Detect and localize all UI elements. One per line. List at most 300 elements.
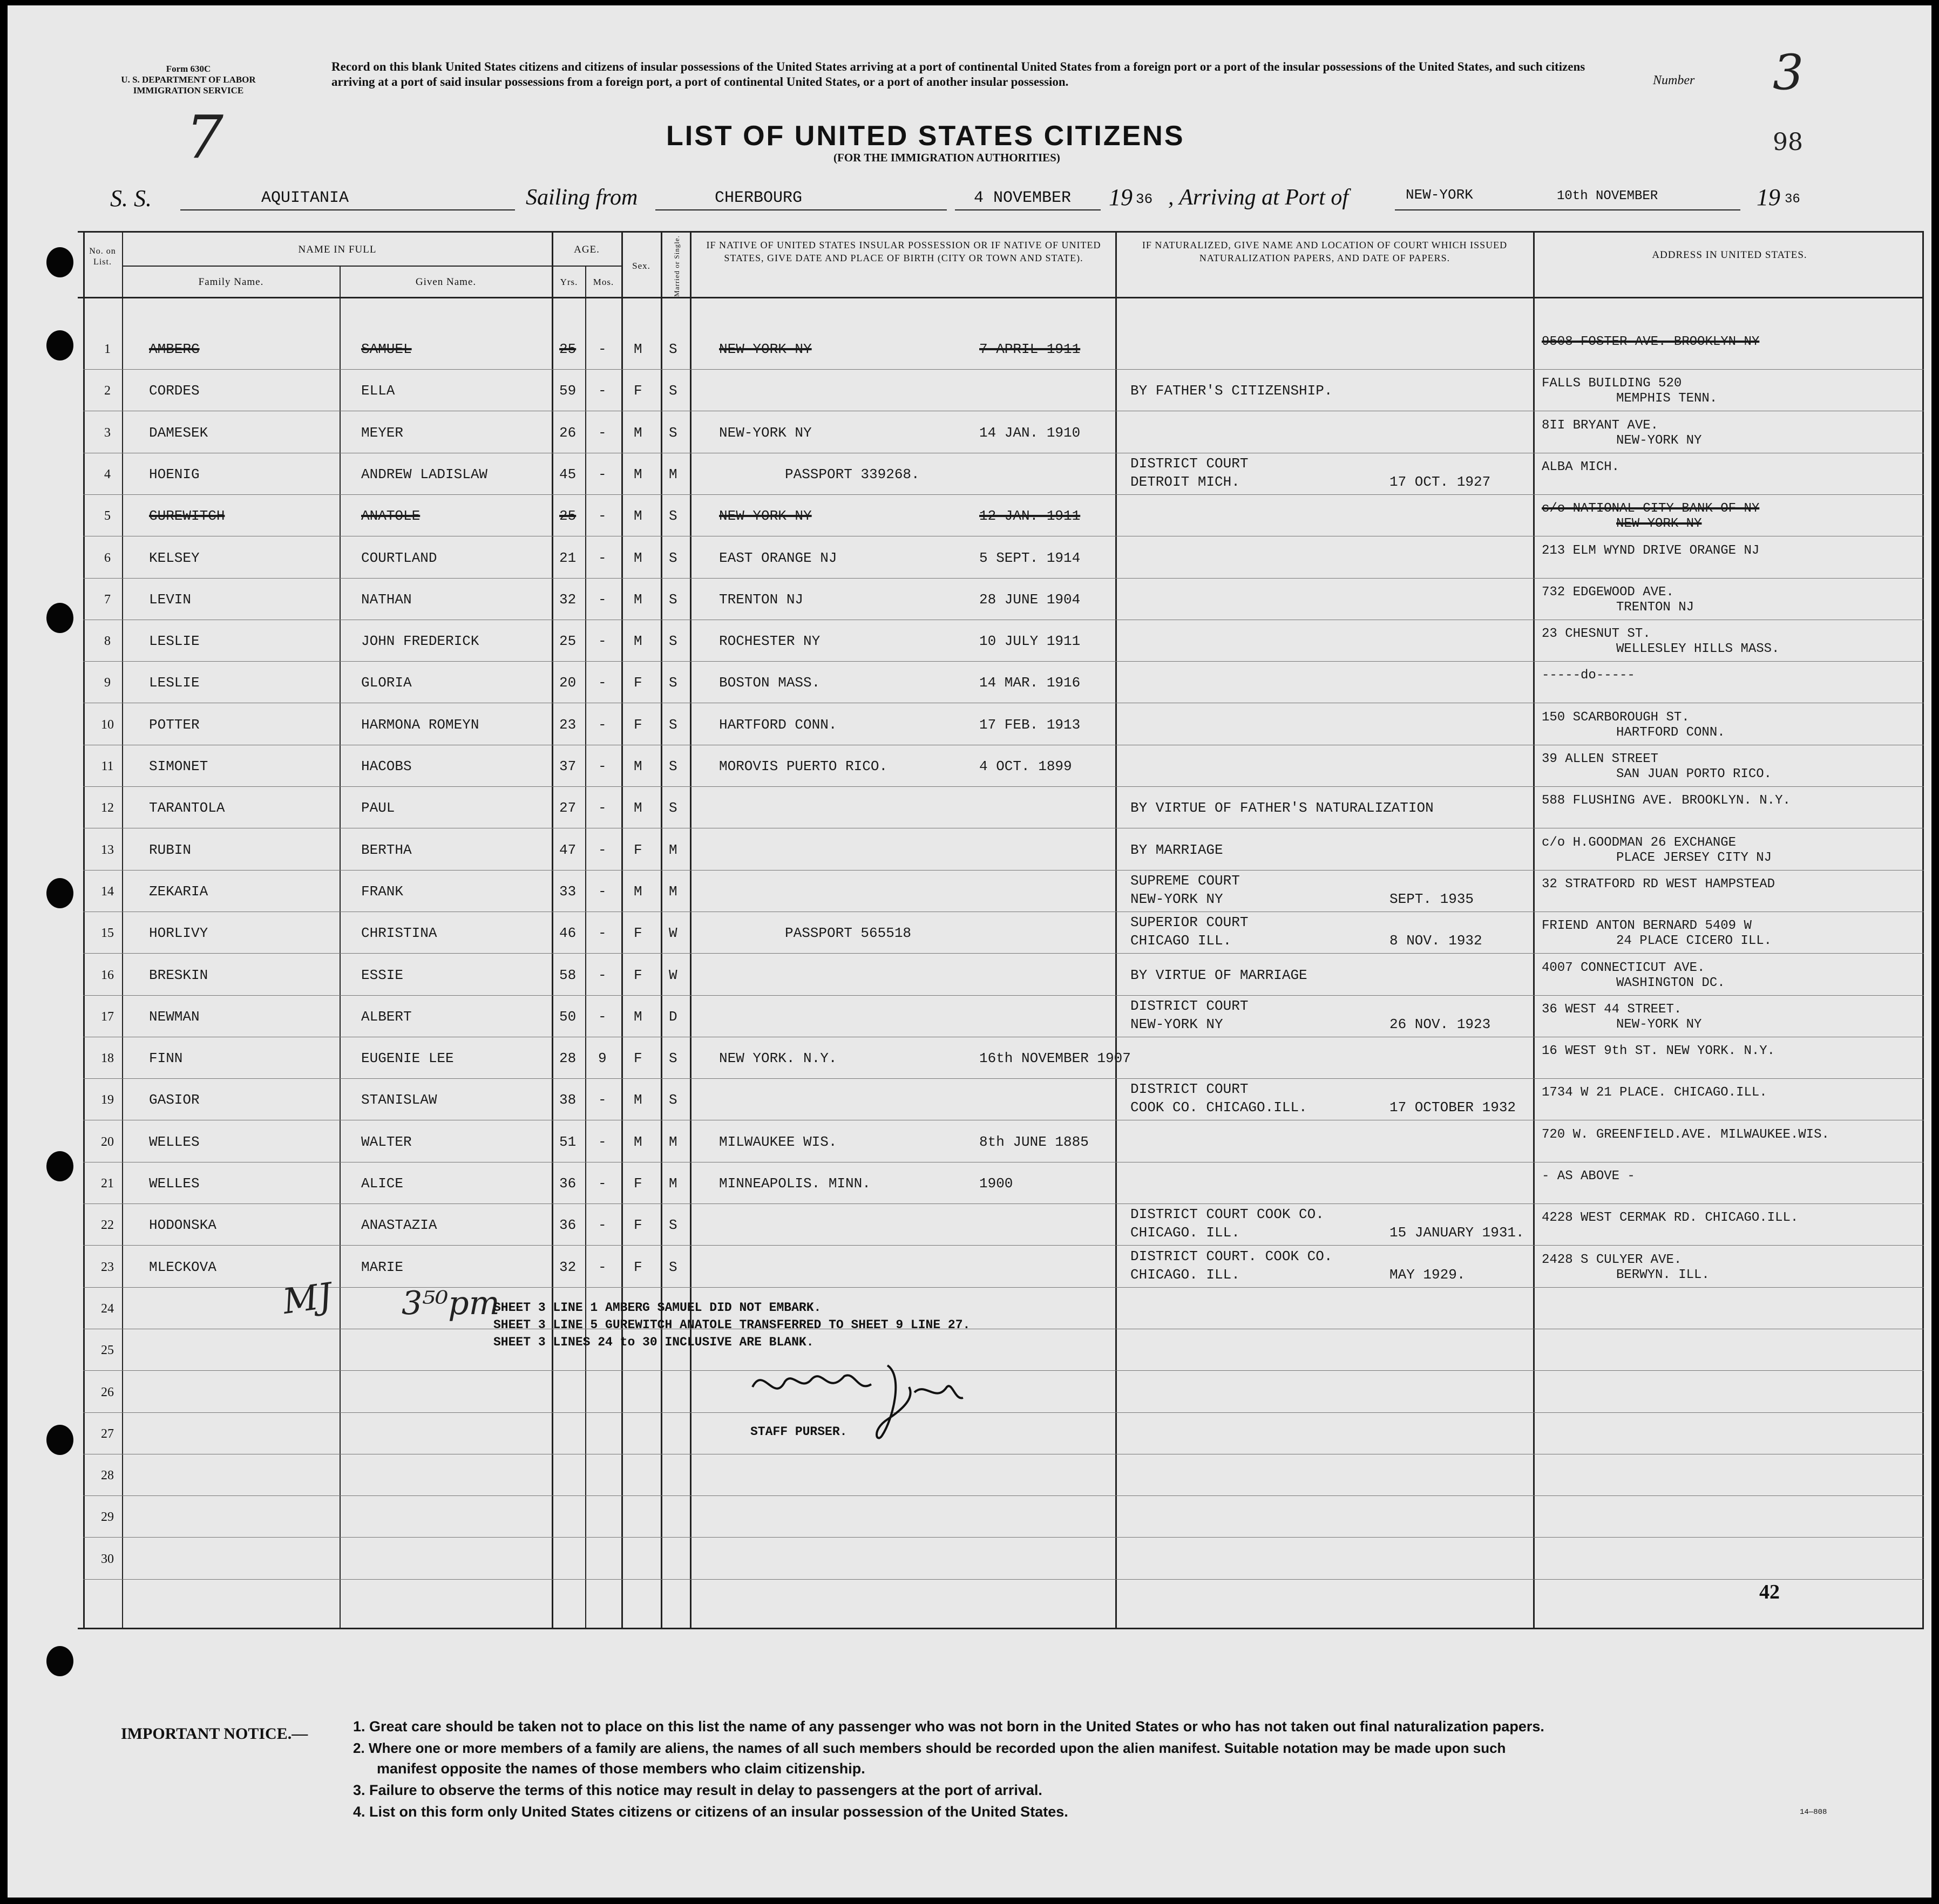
arrival-port: NEW-YORK [1406, 187, 1473, 203]
row-rule [83, 995, 1924, 996]
age-years: 26 [559, 424, 577, 441]
age-years: 32 [559, 591, 577, 608]
age-months: - [598, 466, 607, 482]
age-years: 36 [559, 1217, 577, 1234]
col-header-naturalized: IF NATURALIZED, GIVE NAME AND LOCATION OF COURT WHICH ISSUED NATURALIZATION PAPERS, AND DATE OF PAPERS. [1142, 240, 1508, 263]
naturalization-note: BY FATHER'S CITIZENSHIP. [1130, 383, 1333, 399]
address-line-2: MEMPHIS TENN. [1616, 391, 1718, 406]
family-name: RUBIN [149, 841, 192, 858]
address-line-1: - AS ABOVE - [1542, 1169, 1635, 1184]
marital-status: S [669, 549, 677, 566]
row-number: 16 [101, 968, 114, 982]
address-line-1: ALBA MICH. [1542, 459, 1620, 474]
family-name: GUREWITCH [149, 508, 225, 525]
court-location: CHICAGO. ILL. [1130, 1266, 1240, 1283]
address-line-1: 150 SCARBOROUGH ST. [1542, 710, 1690, 725]
given-name: SAMUEL [361, 341, 412, 357]
age-years: 37 [559, 758, 577, 774]
address-line-1: 732 EDGEWOOD AVE. [1542, 584, 1674, 600]
col-header-address: ADDRESS IN UNITED STATES. [1652, 249, 1807, 261]
sex: F [634, 383, 642, 399]
court-name: DISTRICT COURT [1130, 997, 1249, 1014]
sex: M [634, 341, 642, 357]
col-header-age: AGE. [574, 244, 600, 255]
sailing-date: 4 NOVEMBER [974, 189, 1072, 207]
court-location: CHICAGO ILL. [1130, 933, 1232, 949]
family-name: DAMESEK [149, 424, 208, 441]
age-months: - [598, 383, 607, 399]
row-number: 8 [104, 634, 111, 649]
ss-label: S. S. [110, 185, 152, 212]
age-years: 59 [559, 383, 577, 399]
department-name: U. S. DEPARTMENT OF LABOR [121, 74, 256, 85]
col-header-given-name: Given Name. [415, 276, 477, 288]
given-name: ANASTAZIA [361, 1217, 437, 1234]
col-header-name-in-full: NAME IN FULL [298, 244, 377, 255]
row-rule [83, 494, 1924, 495]
age-months: - [598, 716, 607, 733]
age-months: - [598, 967, 607, 983]
address-line-1: 32 STRATFORD RD WEST HAMPSTEAD [1542, 876, 1775, 892]
birth-date: 12 JAN. 1911 [979, 508, 1081, 525]
birth-date: 14 JAN. 1910 [979, 424, 1081, 441]
address-line-1: c/o H.GOODMAN 26 EXCHANGE [1542, 835, 1737, 850]
address-line-1: FALLS BUILDING 520 [1542, 376, 1682, 391]
address-line-2: NEW-YORK NY [1616, 433, 1702, 448]
court-location: CHICAGO. ILL. [1130, 1225, 1240, 1241]
address-line-1: 9508 FOSTER AVE. BROOKLYN NY [1542, 335, 1760, 349]
year-prefix-2: 19 [1757, 184, 1780, 210]
punch-hole [46, 247, 73, 277]
row-rule [83, 661, 1924, 662]
service-name: IMMIGRATION SERVICE [133, 85, 244, 96]
sex: M [634, 549, 642, 566]
naturalization-date: 15 JANUARY 1931. [1389, 1225, 1524, 1241]
address-line-2: SAN JUAN PORTO RICO. [1616, 767, 1772, 781]
handwritten-time: 3⁵⁰pm [402, 1284, 500, 1322]
col-header-birth: IF NATIVE OF UNITED STATES INSULAR POSSESSION OR IF NATIVE OF UNITED STATES, GIVE DATE AND PLACE OF BIRTH (CITY OR TOWN AND STATE). [706, 240, 1101, 263]
given-name: PAUL [361, 800, 395, 817]
row-number: 19 [101, 1093, 114, 1107]
row-rule [83, 786, 1924, 787]
birth-place: BOSTON MASS. [719, 675, 821, 691]
court-name: DISTRICT COURT. COOK CO. [1130, 1248, 1333, 1264]
age-years: 58 [559, 967, 577, 983]
notice-heading: IMPORTANT NOTICE.— [121, 1725, 308, 1743]
age-years: 21 [559, 549, 577, 566]
row-rule [83, 1412, 1924, 1413]
address-line-2: NEW-YORK NY [1616, 516, 1702, 532]
birth-date: 17 FEB. 1913 [979, 716, 1081, 733]
given-name: ESSIE [361, 967, 404, 983]
marital-status: S [669, 383, 677, 399]
col-header-sex: Sex. [632, 261, 650, 271]
birth-date: 10 JULY 1911 [979, 633, 1081, 650]
age-years: 25 [559, 341, 577, 357]
family-name: WELLES [149, 1175, 200, 1192]
marital-status: S [669, 1050, 677, 1067]
court-location: NEW-YORK NY [1130, 1016, 1223, 1032]
row-number: 30 [101, 1552, 114, 1566]
row-rule [83, 1370, 1924, 1371]
birth-place: ROCHESTER NY [719, 633, 821, 650]
age-months: - [598, 1217, 607, 1234]
address-line-2: PLACE JERSEY CITY NJ [1616, 850, 1772, 865]
form-code: 14—808 [1800, 1808, 1827, 1817]
row-number: 6 [104, 550, 111, 565]
age-years: 45 [559, 466, 577, 482]
birth-date: 5 SEPT. 1914 [979, 549, 1081, 566]
row-rule [83, 1579, 1924, 1580]
age-months: - [598, 508, 607, 525]
sheet-page-number: 42 [1759, 1581, 1780, 1603]
marital-status: S [669, 633, 677, 650]
row-number: 23 [101, 1260, 114, 1274]
marital-status: S [669, 1259, 677, 1275]
given-name: ANDREW LADISLAW [361, 466, 488, 482]
row-number: 17 [101, 1009, 114, 1024]
birth-date: 1900 [979, 1175, 1013, 1192]
court-name: DISTRICT COURT [1130, 1081, 1249, 1098]
row-number: 7 [104, 592, 111, 607]
list-title: LIST OF UNITED STATES CITIZENS [666, 120, 1185, 152]
marital-status: M [669, 883, 677, 900]
given-name: NATHAN [361, 591, 412, 608]
marital-status: S [669, 1092, 677, 1109]
col-header-no: No. on List. [89, 247, 116, 267]
list-subtitle: (FOR THE IMMIGRATION AUTHORITIES) [833, 151, 1060, 164]
sex: M [634, 800, 642, 817]
family-name: NEWMAN [149, 1008, 200, 1025]
given-name: BERTHA [361, 841, 412, 858]
age-years: 50 [559, 1008, 577, 1025]
birth-place: PASSPORT 565518 [785, 925, 912, 942]
arrival-date: 10th NOVEMBER [1557, 189, 1658, 203]
age-months: - [598, 758, 607, 774]
punch-hole [46, 1646, 73, 1676]
row-rule [83, 1287, 1924, 1288]
marital-status: S [669, 424, 677, 441]
birth-date: 14 MAR. 1916 [979, 675, 1081, 691]
col-header-family-name: Family Name. [198, 276, 264, 288]
court-name: SUPREME COURT [1130, 872, 1240, 889]
manifest-sheet [8, 5, 1931, 1898]
address-line-2: WELLESLEY HILLS MASS. [1616, 642, 1780, 657]
sex: F [634, 1259, 642, 1275]
family-name: LEVIN [149, 591, 192, 608]
age-years: 27 [559, 800, 577, 817]
address-line-2: TRENTON NJ [1616, 600, 1694, 615]
family-name: AMBERG [149, 341, 200, 357]
row-rule [83, 953, 1924, 954]
ship-name: AQUITANIA [261, 189, 349, 207]
marital-status: M [669, 1175, 677, 1192]
age-months: - [598, 1092, 607, 1109]
birth-date: 28 JUNE 1904 [979, 591, 1081, 608]
family-name: TARANTOLA [149, 800, 225, 817]
address-line-1: 16 WEST 9th ST. NEW YORK. N.Y. [1542, 1044, 1775, 1059]
handwritten-initials: MJ [280, 1276, 335, 1322]
age-months: - [598, 800, 607, 817]
sex: M [634, 758, 642, 774]
row-number: 25 [101, 1343, 114, 1358]
row-number: 20 [101, 1134, 114, 1149]
naturalization-date: 17 OCT. 1927 [1389, 473, 1491, 490]
staff-purser-label: STAFF PURSER. [750, 1425, 848, 1439]
given-name: COURTLAND [361, 549, 437, 566]
marital-status: S [669, 508, 677, 525]
family-name: ZEKARIA [149, 883, 208, 900]
naturalization-date: 17 OCTOBER 1932 [1389, 1099, 1516, 1116]
given-name: MARIE [361, 1259, 404, 1275]
sex: M [634, 1008, 642, 1025]
sex: M [634, 424, 642, 441]
row-number: 14 [101, 884, 114, 899]
row-number: 28 [101, 1468, 114, 1483]
age-years: 23 [559, 716, 577, 733]
marital-status: M [669, 841, 677, 858]
year-suffix-1: 36 [1136, 191, 1153, 207]
address-line-1: 4228 WEST CERMAK RD. CHICAGO.ILL. [1542, 1211, 1799, 1226]
address-line-1: 36 WEST 44 STREET. [1542, 1002, 1682, 1017]
notice-item-2-cont: manifest opposite the names of those members who claim citizenship. [377, 1760, 865, 1777]
sex: F [634, 841, 642, 858]
marital-status: S [669, 675, 677, 691]
row-number: 18 [101, 1051, 114, 1066]
list-number: 3 [1773, 44, 1804, 101]
address-line-1: 588 FLUSHING AVE. BROOKLYN. N.Y. [1542, 793, 1791, 808]
notice-item-1: 1. Great care should be taken not to place on this list the name of any passenger who was not born in the United States or who has not taken out final naturalization papers. [353, 1718, 1544, 1735]
address-line-1: 1734 W 21 PLACE. CHICAGO.ILL. [1542, 1085, 1767, 1100]
age-years: 32 [559, 1259, 577, 1275]
birth-place: NEW-YORK NY [719, 508, 812, 525]
family-name: SIMONET [149, 758, 208, 774]
age-years: 20 [559, 675, 577, 691]
birth-place: NEW-YORK NY [719, 341, 812, 357]
punch-hole [46, 603, 73, 633]
number-label: Number [1653, 73, 1695, 87]
family-name: MLECKOVA [149, 1259, 216, 1275]
naturalization-note: BY VIRTUE OF FATHER'S NATURALIZATION [1130, 800, 1434, 817]
punch-hole [46, 878, 73, 908]
family-name: KELSEY [149, 549, 200, 566]
given-name: ANATOLE [361, 508, 421, 525]
family-name: GASIOR [149, 1092, 200, 1109]
birth-place: MINNEAPOLIS. MINN. [719, 1175, 871, 1192]
given-name: EUGENIE LEE [361, 1050, 454, 1067]
row-rule [83, 369, 1924, 370]
birth-date: 8th JUNE 1885 [979, 1133, 1089, 1150]
row-rule [83, 1203, 1924, 1204]
age-months: 9 [598, 1050, 607, 1067]
form-number: Form 630C [166, 64, 211, 74]
address-line-1: c/o NATIONAL CITY BANK OF NY [1542, 501, 1760, 516]
notice-item-3: 3. Failure to observe the terms of this notice may result in delay to passengers at the port of arrival. [353, 1782, 1042, 1798]
row-number: 1 [104, 342, 111, 356]
family-name: WELLES [149, 1133, 200, 1150]
row-number: 27 [101, 1426, 114, 1441]
page-mark: 98 [1773, 128, 1803, 156]
age-years: 28 [559, 1050, 577, 1067]
arriving-label: , Arriving at Port of [1168, 185, 1349, 210]
marital-status: M [669, 466, 677, 482]
naturalization-date: MAY 1929. [1389, 1266, 1466, 1283]
sex: M [634, 633, 642, 650]
family-name: LESLIE [149, 675, 200, 691]
given-name: ALBERT [361, 1008, 412, 1025]
naturalization-note: BY VIRTUE OF MARRIAGE [1130, 967, 1307, 983]
court-location: DETROIT MICH. [1130, 473, 1240, 490]
row-rule [83, 1495, 1924, 1496]
corner-mark: 7 [186, 103, 223, 172]
row-number: 15 [101, 926, 114, 941]
naturalization-note: BY MARRIAGE [1130, 841, 1223, 858]
sex: M [634, 508, 642, 525]
marital-status: M [669, 1133, 677, 1150]
given-name: GLORIA [361, 675, 412, 691]
age-months: - [598, 841, 607, 858]
family-name: POTTER [149, 716, 200, 733]
row-rule [83, 578, 1924, 579]
age-years: 51 [559, 1133, 577, 1150]
sex: F [634, 1217, 642, 1234]
marital-status: S [669, 591, 677, 608]
marital-status: W [669, 967, 677, 983]
row-number: 13 [101, 842, 114, 857]
given-name: HACOBS [361, 758, 412, 774]
court-location: NEW-YORK NY [1130, 890, 1223, 907]
given-name: FRANK [361, 883, 404, 900]
age-months: - [598, 1259, 607, 1275]
court-name: DISTRICT COURT COOK CO. [1130, 1206, 1324, 1223]
row-rule [83, 1078, 1924, 1079]
birth-place: NEW YORK. N.Y. [719, 1050, 837, 1067]
given-name: WALTER [361, 1133, 412, 1150]
birth-place: PASSPORT 339268. [785, 466, 920, 482]
age-years: 47 [559, 841, 577, 858]
row-rule [83, 1537, 1924, 1538]
address-line-2: WASHINGTON DC. [1616, 975, 1725, 990]
row-number: 21 [101, 1177, 114, 1191]
marital-status: S [669, 758, 677, 774]
address-line-1: 213 ELM WYND DRIVE ORANGE NJ [1542, 543, 1760, 558]
notice-item-2: 2. Where one or more members of a family are aliens, the names of all such members should be recorded upon the alien manifest. Suitable notation may be made upon such [353, 1740, 1506, 1756]
address-line-2: BERWYN. ILL. [1616, 1267, 1710, 1282]
marital-status: S [669, 341, 677, 357]
marital-status: S [669, 716, 677, 733]
birth-date: 16th NOVEMBER 1907 [979, 1050, 1131, 1067]
given-name: CHRISTINA [361, 925, 437, 942]
row-number: 4 [104, 467, 111, 481]
birth-place: TRENTON NJ [719, 591, 804, 608]
family-name: HOENIG [149, 466, 200, 482]
age-months: - [598, 549, 607, 566]
row-number: 22 [101, 1218, 114, 1233]
sex: F [634, 925, 642, 942]
remark-2: SHEET 3 LINE 5 GUREWITCH ANATOLE TRANSFERRED TO SHEET 9 LINE 27. [493, 1318, 971, 1332]
col-header-yrs: Yrs. [560, 277, 578, 287]
address-line-1: -----do----- [1542, 668, 1635, 683]
punch-hole [46, 330, 73, 361]
address-line-1: 39 ALLEN STREET [1542, 752, 1659, 766]
family-name: CORDES [149, 383, 200, 399]
age-months: - [598, 675, 607, 691]
col-header-mos: Mos. [593, 277, 614, 287]
sex: M [634, 1133, 642, 1150]
sex: M [634, 591, 642, 608]
row-rule [83, 870, 1924, 871]
year-prefix-1: 19 [1109, 184, 1133, 210]
sex: F [634, 1050, 642, 1067]
sex: F [634, 716, 642, 733]
notice-item-4: 4. List on this form only United States citizens or citizens of an insular possession of the United States. [353, 1804, 1068, 1820]
sex: F [634, 675, 642, 691]
marital-status: W [669, 925, 677, 942]
sex: M [634, 466, 642, 482]
form-instructions: Record on this blank United States citizens and citizens of insular possessions of the United States arriving at a port of continental United States from a foreign port or a port of the insular possessions of the United States, and such citizens arriving at a port of said insular possessions from a foreign port, a port of continental United States, or a port of another insular possession. [331, 60, 1585, 89]
marital-status: D [669, 1008, 677, 1025]
remark-1: SHEET 3 LINE 1 AMBERG SAMUEL DID NOT EMBARK. [493, 1301, 822, 1315]
sailing-port: CHERBOURG [715, 189, 803, 207]
age-months: - [598, 341, 607, 357]
punch-hole [46, 1151, 73, 1181]
age-years: 33 [559, 883, 577, 900]
birth-place: HARTFORD CONN. [719, 716, 837, 733]
age-months: - [598, 883, 607, 900]
address-line-1: FRIEND ANTON BERNARD 5409 W [1542, 919, 1752, 934]
age-years: 36 [559, 1175, 577, 1192]
given-name: HARMONA ROMEYN [361, 716, 479, 733]
naturalization-date: 8 NOV. 1932 [1389, 933, 1482, 949]
age-months: - [598, 1008, 607, 1025]
marital-status: S [669, 1217, 677, 1234]
given-name: JOHN FREDERICK [361, 633, 479, 650]
form-department-block [118, 64, 259, 96]
address-line-2: HARTFORD CONN. [1616, 725, 1725, 740]
address-line-1: 720 W. GREENFIELD.AVE. MILWAUKEE.WIS. [1542, 1127, 1829, 1142]
family-name: BRESKIN [149, 967, 208, 983]
address-line-2: 24 PLACE CICERO ILL. [1616, 934, 1772, 949]
address-line-1: 23 CHESNUT ST. [1542, 627, 1651, 642]
naturalization-date: SEPT. 1935 [1389, 890, 1474, 907]
birth-date: 4 OCT. 1899 [979, 758, 1072, 774]
sex: M [634, 1092, 642, 1109]
address-line-1: 2428 S CULYER AVE. [1542, 1252, 1682, 1267]
given-name: ALICE [361, 1175, 404, 1192]
row-number: 5 [104, 509, 111, 523]
age-years: 25 [559, 633, 577, 650]
address-line-1: 8II BRYANT AVE. [1542, 418, 1659, 433]
sex: F [634, 967, 642, 983]
birth-place: MOROVIS PUERTO RICO. [719, 758, 888, 774]
row-number: 10 [101, 717, 114, 732]
row-number: 9 [104, 676, 111, 690]
age-years: 38 [559, 1092, 577, 1109]
birth-place: MILWAUKEE WIS. [719, 1133, 837, 1150]
sex: F [634, 1175, 642, 1192]
court-name: SUPERIOR COURT [1130, 914, 1249, 931]
age-months: - [598, 1175, 607, 1192]
row-number: 24 [101, 1301, 114, 1316]
age-years: 46 [559, 925, 577, 942]
age-months: - [598, 591, 607, 608]
birth-place: NEW-YORK NY [719, 424, 812, 441]
family-name: HORLIVY [149, 925, 208, 942]
sex: M [634, 883, 642, 900]
row-number: 12 [101, 801, 114, 815]
birth-place: EAST ORANGE NJ [719, 549, 837, 566]
age-months: - [598, 424, 607, 441]
